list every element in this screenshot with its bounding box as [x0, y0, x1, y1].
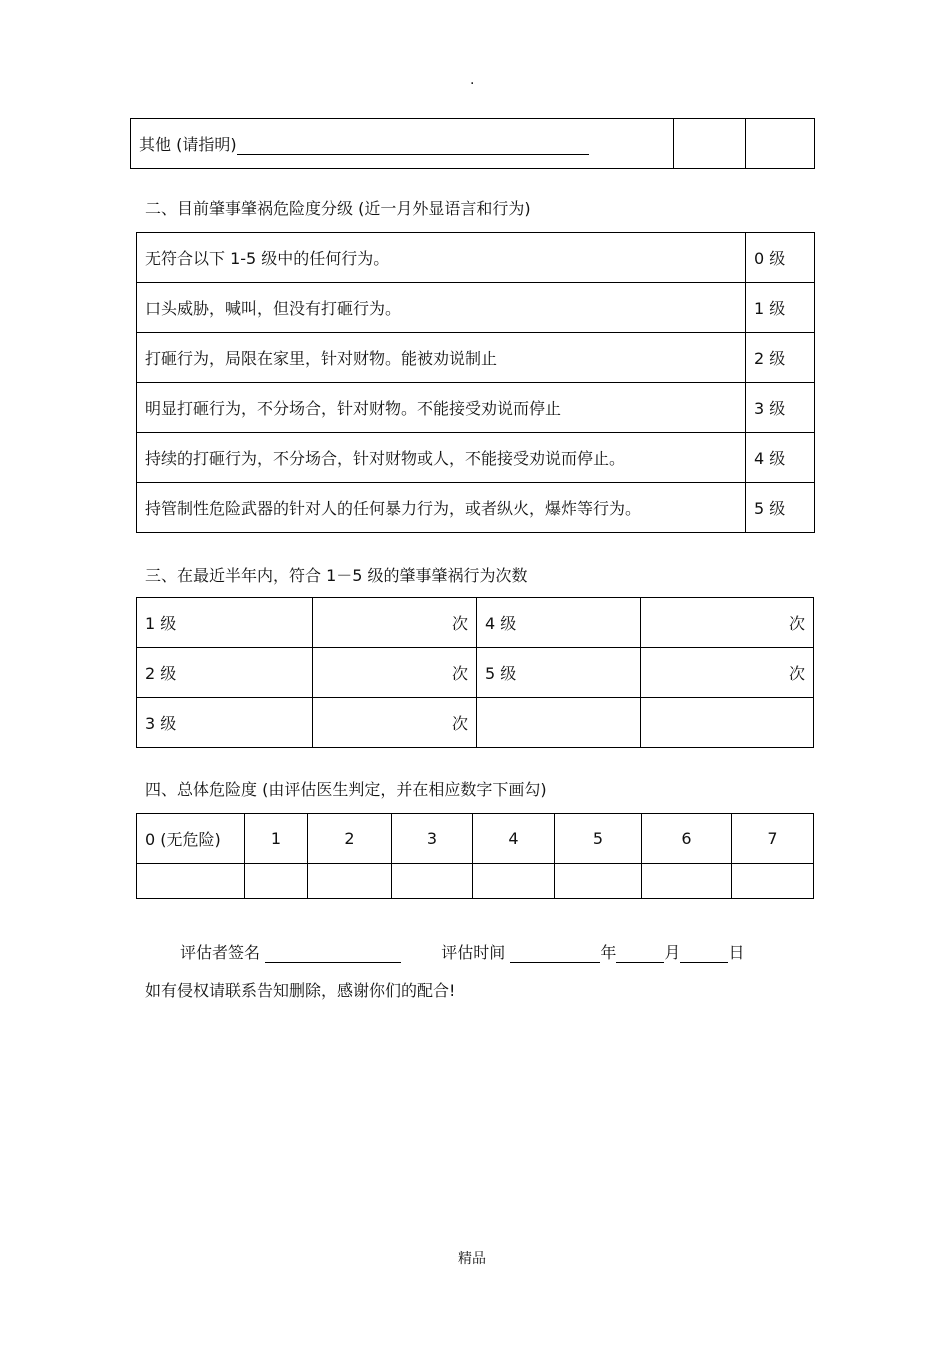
score-check-cell[interactable]: [555, 864, 642, 899]
table-row: [137, 283, 815, 333]
level-label: 1 级: [137, 598, 313, 648]
risk-level: 5 级: [746, 483, 815, 533]
signature-line: [180, 940, 744, 963]
footer-note: 如有侵权请联系告知删除，感谢你们的配合!: [145, 981, 456, 1000]
other-label: 其他 (请指明): [139, 135, 237, 154]
top-mark: .: [470, 72, 475, 88]
signer-field[interactable]: [265, 944, 401, 963]
score-check-cell[interactable]: [308, 864, 392, 899]
section3-heading: 三、在最近半年内，符合 1－5 级的肇事肇祸行为次数: [145, 566, 528, 585]
table-row: [131, 119, 815, 169]
day-label: 日: [728, 943, 745, 962]
page-footer: 精品: [458, 1251, 486, 1267]
risk-desc: 持续的打砸行为，不分场合，针对财物或人，不能接受劝说而停止。: [137, 433, 746, 483]
table-row: [137, 814, 814, 864]
other-check-cell-1[interactable]: [674, 119, 746, 169]
count-cell[interactable]: 次: [313, 598, 477, 648]
count-cell[interactable]: 次: [641, 598, 814, 648]
overall-risk-table: [136, 813, 814, 899]
table-row: [137, 483, 815, 533]
score-header: 2: [308, 814, 392, 864]
empty-cell: [641, 698, 814, 748]
score-header: 5: [555, 814, 642, 864]
section2-heading: 二、目前肇事肇祸危险度分级 (近一月外显语言和行为): [145, 199, 531, 218]
table-row: [137, 233, 815, 283]
risk-desc: 口头威胁，喊叫，但没有打砸行为。: [137, 283, 746, 333]
score-header: 7: [732, 814, 814, 864]
table-row: [137, 598, 814, 648]
risk-level-table: [136, 232, 815, 533]
empty-cell: [477, 698, 641, 748]
score-check-cell[interactable]: [473, 864, 555, 899]
score-header: 1: [245, 814, 308, 864]
risk-level: 0 级: [746, 233, 815, 283]
risk-desc: 持管制性危险武器的针对人的任何暴力行为，或者纵火，爆炸等行为。: [137, 483, 746, 533]
risk-desc: 打砸行为，局限在家里，针对财物。能被劝说制止: [137, 333, 746, 383]
score-check-cell[interactable]: [245, 864, 308, 899]
score-check-cell[interactable]: [137, 864, 245, 899]
level-label: 4 级: [477, 598, 641, 648]
risk-level: 3 级: [746, 383, 815, 433]
count-cell[interactable]: 次: [313, 648, 477, 698]
level-label: 5 级: [477, 648, 641, 698]
count-cell[interactable]: 次: [313, 698, 477, 748]
risk-level: 2 级: [746, 333, 815, 383]
year-label: 年: [600, 943, 617, 962]
level-label: 2 级: [137, 648, 313, 698]
other-cell: [131, 119, 674, 169]
section4-heading: 四、总体危险度 (由评估医生判定，并在相应数字下画勾): [145, 780, 547, 799]
table-row: [137, 383, 815, 433]
risk-level: 1 级: [746, 283, 815, 333]
table-row: [137, 864, 814, 899]
risk-desc: 无符合以下 1-5 级中的任何行为。: [137, 233, 746, 283]
count-cell[interactable]: 次: [641, 648, 814, 698]
incident-count-table: [136, 597, 814, 748]
year-field[interactable]: [510, 944, 600, 963]
signer-label: 评估者签名: [180, 943, 261, 962]
table-row: [137, 433, 815, 483]
table-row: [137, 333, 815, 383]
month-field[interactable]: [616, 944, 664, 963]
table-row: [137, 698, 814, 748]
level-label: 3 级: [137, 698, 313, 748]
other-specify-line: [237, 136, 589, 155]
score-header: 4: [473, 814, 555, 864]
score-check-cell[interactable]: [642, 864, 732, 899]
month-label: 月: [664, 943, 681, 962]
table-row: [137, 648, 814, 698]
time-label: 评估时间: [441, 943, 506, 962]
day-field[interactable]: [680, 944, 728, 963]
other-check-cell-2[interactable]: [746, 119, 815, 169]
risk-desc: 明显打砸行为，不分场合，针对财物。不能接受劝说而停止: [137, 383, 746, 433]
other-table: [130, 118, 815, 169]
score-check-cell[interactable]: [392, 864, 473, 899]
score-header: 3: [392, 814, 473, 864]
risk-level: 4 级: [746, 433, 815, 483]
score-header: 0 (无危险): [137, 814, 245, 864]
score-header: 6: [642, 814, 732, 864]
score-check-cell[interactable]: [732, 864, 814, 899]
